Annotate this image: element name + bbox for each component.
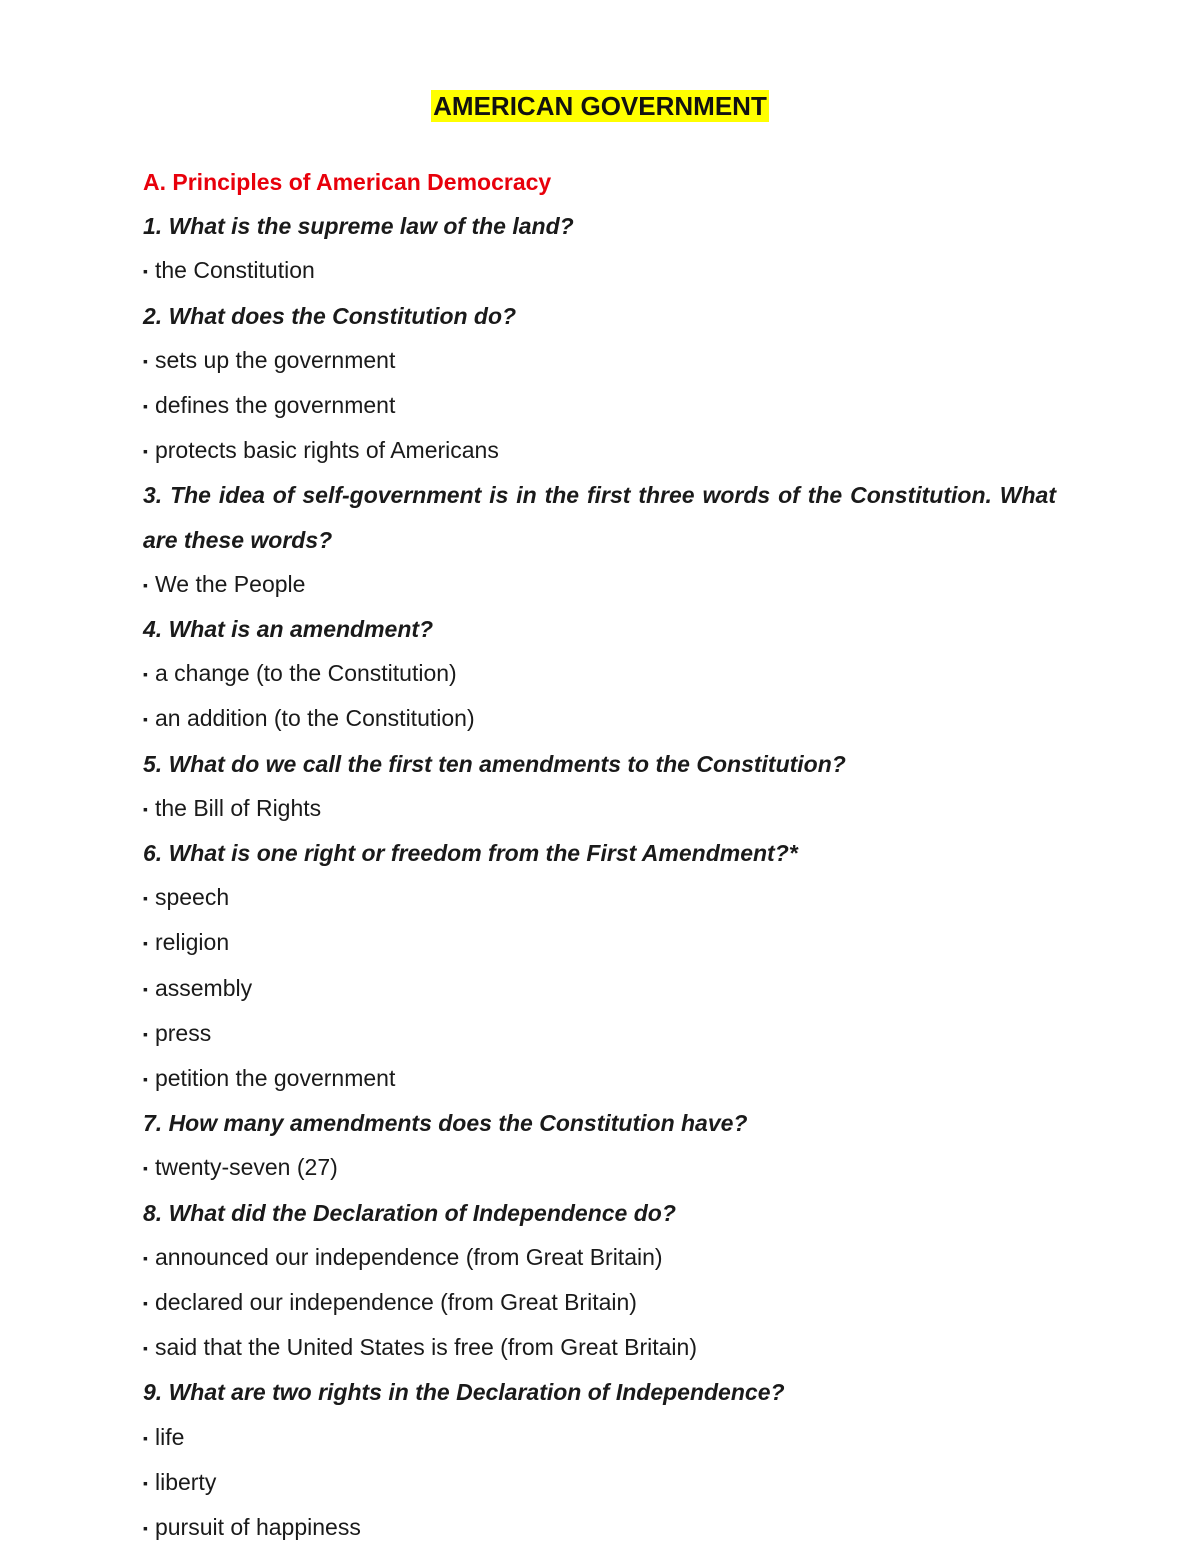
answer-item: [143, 651, 1056, 696]
answer-text: said that the United States is free (from Great Britain): [154, 1334, 697, 1361]
answer-item: [143, 1415, 1056, 1460]
answer-text: pursuit of happiness: [154, 1514, 361, 1541]
answer-text: a change (to the Constitution): [154, 660, 457, 687]
bullet-icon: ▪: [143, 1025, 148, 1042]
answer-text: defines the government: [154, 392, 396, 419]
answer-item: [143, 1325, 1056, 1370]
answer-item: [143, 875, 1056, 920]
bullet-icon: ▪: [143, 352, 148, 369]
answer-item: [143, 1235, 1056, 1280]
answer-text: press: [154, 1019, 212, 1046]
answer-text: declared our independence (from Great Britain): [154, 1289, 637, 1316]
answer-item: [143, 1505, 1056, 1550]
bullet-icon: ▪: [143, 398, 148, 415]
answer-item: [143, 338, 1056, 383]
question-1: 1. What is the supreme law of the land?: [143, 213, 574, 240]
page-title: AMERICAN GOVERNMENT: [433, 91, 767, 121]
section-heading: A. Principles of American Democracy: [143, 169, 552, 195]
question-6: 6. What is one right or freedom from the First Amendment?*: [143, 840, 798, 867]
bullet-icon: ▪: [143, 935, 148, 952]
bullet-icon: ▪: [143, 800, 148, 817]
answer-item: [143, 1280, 1056, 1325]
answer-text: We the People: [154, 570, 306, 597]
answer-item: [143, 1056, 1056, 1101]
bullet-icon: ▪: [143, 443, 148, 460]
bullet-icon: ▪: [143, 890, 148, 907]
bullet-icon: ▪: [143, 263, 148, 280]
answer-item: [143, 1145, 1056, 1190]
bullet-icon: ▪: [143, 1429, 148, 1446]
answer-text: speech: [154, 884, 230, 911]
answer-item: [143, 1460, 1056, 1505]
bullet-icon: ▪: [143, 666, 148, 683]
answer-text: liberty: [154, 1468, 217, 1495]
question-3: 3. The idea of self-government is in the first three words of the Constitution. What are these words?: [143, 482, 1056, 553]
answer-item: [143, 562, 1056, 607]
bullet-icon: ▪: [143, 980, 148, 997]
bullet-icon: ▪: [143, 1474, 148, 1491]
bullet-icon: ▪: [143, 576, 148, 593]
question-8: 8. What did the Declaration of Independence do?: [143, 1199, 676, 1226]
bullet-icon: ▪: [143, 1071, 148, 1088]
title-container: [0, 90, 1200, 122]
answer-text: twenty-seven (27): [154, 1154, 338, 1181]
answer-text: the Constitution: [154, 257, 315, 284]
answer-item: [143, 966, 1056, 1011]
bullet-icon: ▪: [143, 1295, 148, 1312]
question-7: 7. How many amendments does the Constitution have?: [143, 1110, 748, 1137]
answer-text: religion: [154, 929, 230, 956]
question-2: 2. What does the Constitution do?: [143, 302, 517, 329]
answer-item: [143, 920, 1056, 965]
bullet-icon: ▪: [143, 1520, 148, 1537]
question-9: 9. What are two rights in the Declaration of Independence?: [143, 1379, 785, 1406]
answer-text: announced our independence (from Great Britain): [154, 1243, 663, 1270]
bullet-icon: ▪: [143, 1340, 148, 1357]
question-5: 5. What do we call the first ten amendments to the Constitution?: [143, 750, 846, 777]
bullet-icon: ▪: [143, 1249, 148, 1266]
answer-text: life: [154, 1423, 185, 1450]
bullet-icon: ▪: [143, 711, 148, 728]
answer-text: sets up the government: [154, 346, 396, 373]
bullet-icon: ▪: [143, 1160, 148, 1177]
question-4: 4. What is an amendment?: [143, 616, 434, 643]
answer-item: [143, 383, 1056, 428]
answer-item: [143, 248, 1056, 293]
answer-text: the Bill of Rights: [154, 794, 322, 821]
answer-item: [143, 1011, 1056, 1056]
answer-item: [143, 428, 1056, 473]
answer-text: assembly: [154, 974, 253, 1001]
answer-text: an addition (to the Constitution): [154, 705, 475, 732]
answer-text: protects basic rights of Americans: [154, 437, 499, 464]
answer-text: petition the government: [154, 1065, 396, 1092]
answer-item: [143, 696, 1056, 741]
document-body: [143, 160, 1056, 1550]
answer-item: [143, 786, 1056, 831]
